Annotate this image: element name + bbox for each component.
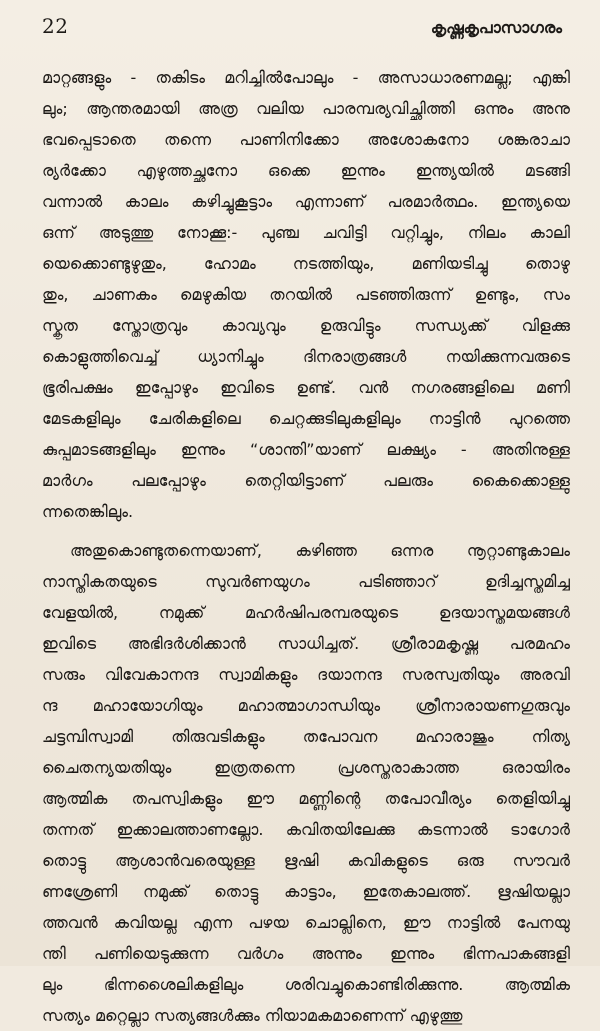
text-line: നാസ്തികതയുടെ സുവർണയുഗം പടിഞ്ഞാറ് ഉദിച്ചസ്തമിച്ച <box>42 572 570 591</box>
text-line: ഭൂരിപക്ഷം ഇപ്പോഴും ഇവിടെ ഉണ്ട്. വൻ നഗരങ്ങളിലെ മണി <box>42 378 570 397</box>
text-line: ത്തവൻ കവിയല്ല എന്ന പഴയ ചൊല്ലിനെ, ഈ നാട്ടിൽ പേനയു <box>42 913 570 932</box>
text-line: അതുകൊണ്ടുതന്നെയാണ്, കഴിഞ്ഞ ഒന്നര നൂറ്റാണ്ടുകാലം <box>70 541 570 560</box>
text-line: ഭവപ്പെടാതെ തന്നെ പാണിനിക്കോ അശോകനോ ശങ്കരാചാ <box>42 130 570 149</box>
text-line: സത്യം മറ്റെല്ലാ സത്യങ്ങൾക്കും നിയാമകമാണെന്ന് എഴുത്തു <box>42 1006 463 1025</box>
paragraph-spacer <box>42 527 570 535</box>
text-line: മാറ്റങ്ങളും - തകിടം മറിച്ചിൽപോലും - അസാധാരണമല്ല; എങ്കി <box>42 68 570 87</box>
text-line: ണശ്രേണി നമുക്ക് തൊട്ടു കാട്ടാം, ഇതേകാലത്ത്. ഋഷിയല്ലാ <box>42 882 570 901</box>
page-header <box>42 14 570 44</box>
text-line: ആത്മിക തപസ്വികളും ഈ മണ്ണിന്റെ തപോവീര്യം തെളിയിച്ചു <box>42 789 570 808</box>
text-line: മാർഗം പലപ്പോഴും തെറ്റിയിട്ടാണ് പലരും കൈക്കൊള്ളു <box>42 471 570 490</box>
text-line: കുപ്പമാടങ്ങളിലും ഇന്നും “ശാന്തി”യാണ് ലക്ഷ്യം - അതിനുള്ള <box>42 440 570 459</box>
body-text <box>42 62 570 1031</box>
paragraph-2 <box>42 535 570 1031</box>
page-number: 22 <box>42 14 69 38</box>
text-line: തന്നത് ഇക്കാലത്താണല്ലോ. കവിതയിലേക്കു കടന്നാൽ ടാഗോർ <box>42 820 570 839</box>
running-title: കൃഷ്ണകൃപാസാഗരം <box>430 18 562 37</box>
text-line: ലും; ആന്തരമായി അത്ര വലിയ പാരമ്പര്യവിച്ഛിത്തി ഒന്നും അനു <box>42 99 570 118</box>
text-line: ന്ദ മഹായോഗിയും മഹാത്മാഗാന്ധിയും ശ്രീനാരായണഗുരുവും <box>42 696 570 715</box>
text-line: സരും വിവേകാനന്ദ സ്വാമികളും ദയാനന്ദ സരസ്വതിയും അരവി <box>42 665 570 684</box>
text-line: ന്തി പണിയെടുക്കുന്ന വർഗം അന്നും ഇന്നും ഭിന്നപാകങ്ങളി <box>42 944 570 963</box>
text-line: ലും ഭിന്നശൈലികളിലും ശരിവച്ചുകൊണ്ടിരിക്കുന്നു. ആത്മിക <box>42 975 570 994</box>
text-line: വന്നാൽ കാലം കഴിച്ചുകൂട്ടാം എന്നാണ് പരമാർത്ഥം. ഇന്ത്യയെ <box>42 192 570 211</box>
text-line: ചൈതന്യയതിയും ഇത്രതന്നെ പ്രശസ്തരാകാത്ത ഒരായിരം <box>42 758 570 777</box>
text-line: ഇവിടെ അഭിദർശിക്കാൻ സാധിച്ചത്. ശ്രീരാമകൃഷ്ണ പരമഹം <box>42 634 570 653</box>
text-line: മേടകളിലും ചേരികളിലെ ചെറ്റക്കുടിലുകളിലും നാട്ടിൻ പുറത്തെ <box>42 409 570 428</box>
text-line: കൊളുത്തിവെച്ച് ധ്യാനിച്ചും ദിനരാത്രങ്ങൾ നയിക്കുന്നവരുടെ <box>42 347 570 366</box>
text-line: തൊട്ടു ആശാൻവരെയുള്ള ഋഷി കവികളുടെ ഒരു സൗവർ <box>42 851 570 870</box>
text-line: സ്കൃത സ്തോത്രവും കാവ്യവും ഉരുവിട്ടും സന്ധ്യക്ക് വിളക്കു <box>42 316 570 335</box>
text-line: വേളയിൽ, നമുക്ക് മഹർഷിപരമ്പരയുടെ ഉദയാസ്തമയങ്ങൾ <box>42 603 570 622</box>
paragraph-1 <box>42 62 570 527</box>
text-line: ചട്ടമ്പിസ്വാമി തിരുവടികളും തപോവന മഹാരാജും നിത്യ <box>42 727 570 746</box>
text-line: ര്യർക്കോ എഴുത്തച്ഛനോ ഒക്കെ ഇന്നും ഇന്ത്യയിൽ മടങ്ങി <box>42 161 570 180</box>
text-line: ഒന്ന് അടുത്തു നോക്കൂ:- പുഞ്ച ചവിട്ടി വറ്റിച്ചും, നിലം കാലി <box>42 223 570 242</box>
text-line: യെക്കൊണ്ടുഴുതും, ഹോമം നടത്തിയും, മണിയടിച്ചു തൊഴു <box>42 254 570 273</box>
text-line: ന്നതെങ്കിലും. <box>42 502 134 521</box>
text-line: തും, ചാണകം മെഴുകിയ തറയിൽ പടഞ്ഞിരുന്ന് ഉണ്ടും, സം <box>42 285 570 304</box>
